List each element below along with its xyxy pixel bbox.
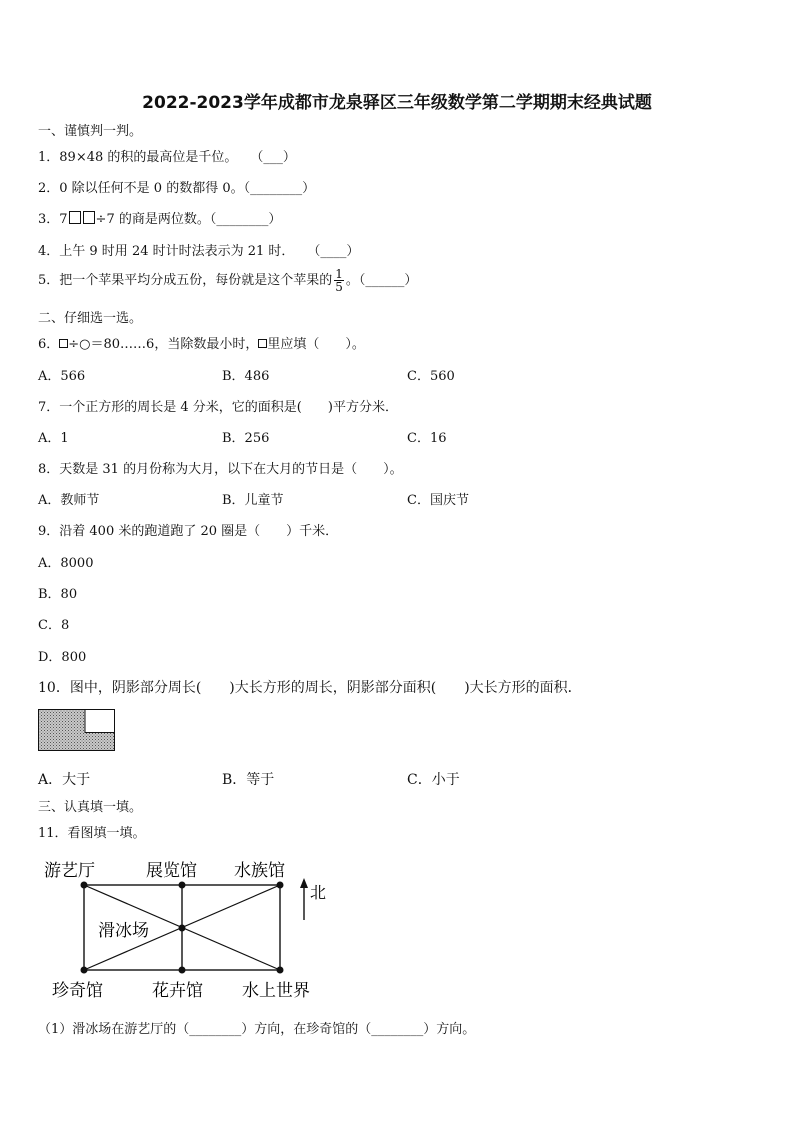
question-10: 10．图中，阴影部分周长( )大长方形的周长，阴影部分面积( )大长方形的面积． [38, 680, 582, 696]
section-3-heading: 三、认真填一填。 [38, 800, 143, 815]
q6-option-a: A．566 [38, 369, 86, 384]
shaded-rectangle-figure [38, 709, 116, 752]
q8-option-c: C．国庆节 [407, 493, 469, 508]
map-point [277, 882, 284, 889]
map-point [179, 882, 186, 889]
q10-option-b: B．等于 [222, 772, 275, 788]
question-2: 2．0 除以任何不是 0 的数都得 0。（________） [38, 181, 316, 196]
label-shuizuguan: 水族馆 [234, 861, 285, 881]
question-4: 4．上午 9 时用 24 时计时法表示为 21 时． （____） [38, 244, 360, 259]
label-north: 北 [310, 883, 327, 902]
label-shuishangshijie: 水上世界 [242, 981, 310, 1001]
question-5 [38, 268, 417, 293]
q8-option-b: B．儿童节 [222, 493, 284, 508]
fraction [334, 268, 344, 293]
q7-option-b: B．256 [222, 431, 270, 446]
map-point [277, 967, 284, 974]
question-9: 9．沿着 400 米的跑道跑了 20 圈是（ ）千米． [38, 524, 339, 539]
question-3-prefix: 3．7 [38, 212, 68, 227]
question-5-prefix: 5．把一个苹果平均分成五份，每份就是这个苹果的 [38, 273, 333, 288]
fraction-denominator: 5 [335, 280, 343, 294]
label-youyiting: 游艺厅 [44, 861, 95, 881]
label-zhenqiguan: 珍奇馆 [52, 981, 103, 1001]
blank-box-icon [258, 339, 267, 348]
map-point [179, 967, 186, 974]
q6-option-b: B．486 [222, 369, 270, 384]
fraction-numerator: 1 [335, 267, 343, 281]
question-5-suffix: 。（______） [345, 273, 418, 288]
question-6-prefix: 6． [38, 337, 60, 352]
page-title: 2022-2023学年成都市龙泉驿区三年级数学第二学期期末经典试题 [142, 93, 652, 113]
q9-option-c: C．8 [38, 618, 70, 633]
q8-option-a: A．教师节 [38, 493, 100, 508]
question-7: 7．一个正方形的周长是 4 分米，它的面积是( )平方分米． [38, 400, 398, 415]
blank-box-icon [69, 211, 81, 224]
north-arrow-head-icon [300, 878, 308, 888]
map-point [179, 925, 186, 932]
question-1: 1．89×48 的积的最高位是千位。 （___） [38, 150, 296, 165]
question-8: 8．天数是 31 的月份称为大月，以下在大月的节日是（ ）。 [38, 462, 403, 477]
q7-option-a: A．1 [38, 431, 69, 446]
question-3 [38, 208, 281, 227]
map-point [81, 882, 88, 889]
question-11-1: （1）滑冰场在游艺厅的（________）方向，在珍奇馆的（________）方向。 [38, 1022, 476, 1037]
question-6 [38, 333, 365, 352]
blank-box-icon [83, 211, 95, 224]
q10-option-c: C．小于 [407, 772, 460, 788]
question-6-middle: ÷○＝80……6，当除数最小时， [68, 337, 259, 352]
section-1-heading: 一、谨慎判一判。 [38, 124, 143, 139]
q9-option-b: B．80 [38, 587, 78, 602]
label-huahuiguan: 花卉馆 [152, 981, 203, 1001]
q7-option-c: C．16 [407, 431, 447, 446]
q9-option-d: D．800 [38, 650, 87, 665]
label-huabingchang: 滑冰场 [98, 921, 149, 941]
unshaded-corner-square [85, 710, 115, 733]
q10-option-a: A．大于 [38, 772, 91, 788]
q6-option-c: C．560 [407, 369, 455, 384]
question-6-suffix: 里应填（ ）。 [267, 337, 365, 352]
label-zhanlanguan: 展览馆 [146, 861, 197, 881]
map-point [81, 967, 88, 974]
question-11: 11．看图填一填。 [38, 826, 146, 841]
section-2-heading: 二、仔细选一选。 [38, 311, 143, 326]
q9-option-a: A．8000 [38, 556, 94, 571]
blank-box-icon [59, 339, 68, 348]
question-3-suffix: ÷7 的商是两位数。（________） [95, 212, 282, 227]
map-diagram [38, 850, 338, 1005]
